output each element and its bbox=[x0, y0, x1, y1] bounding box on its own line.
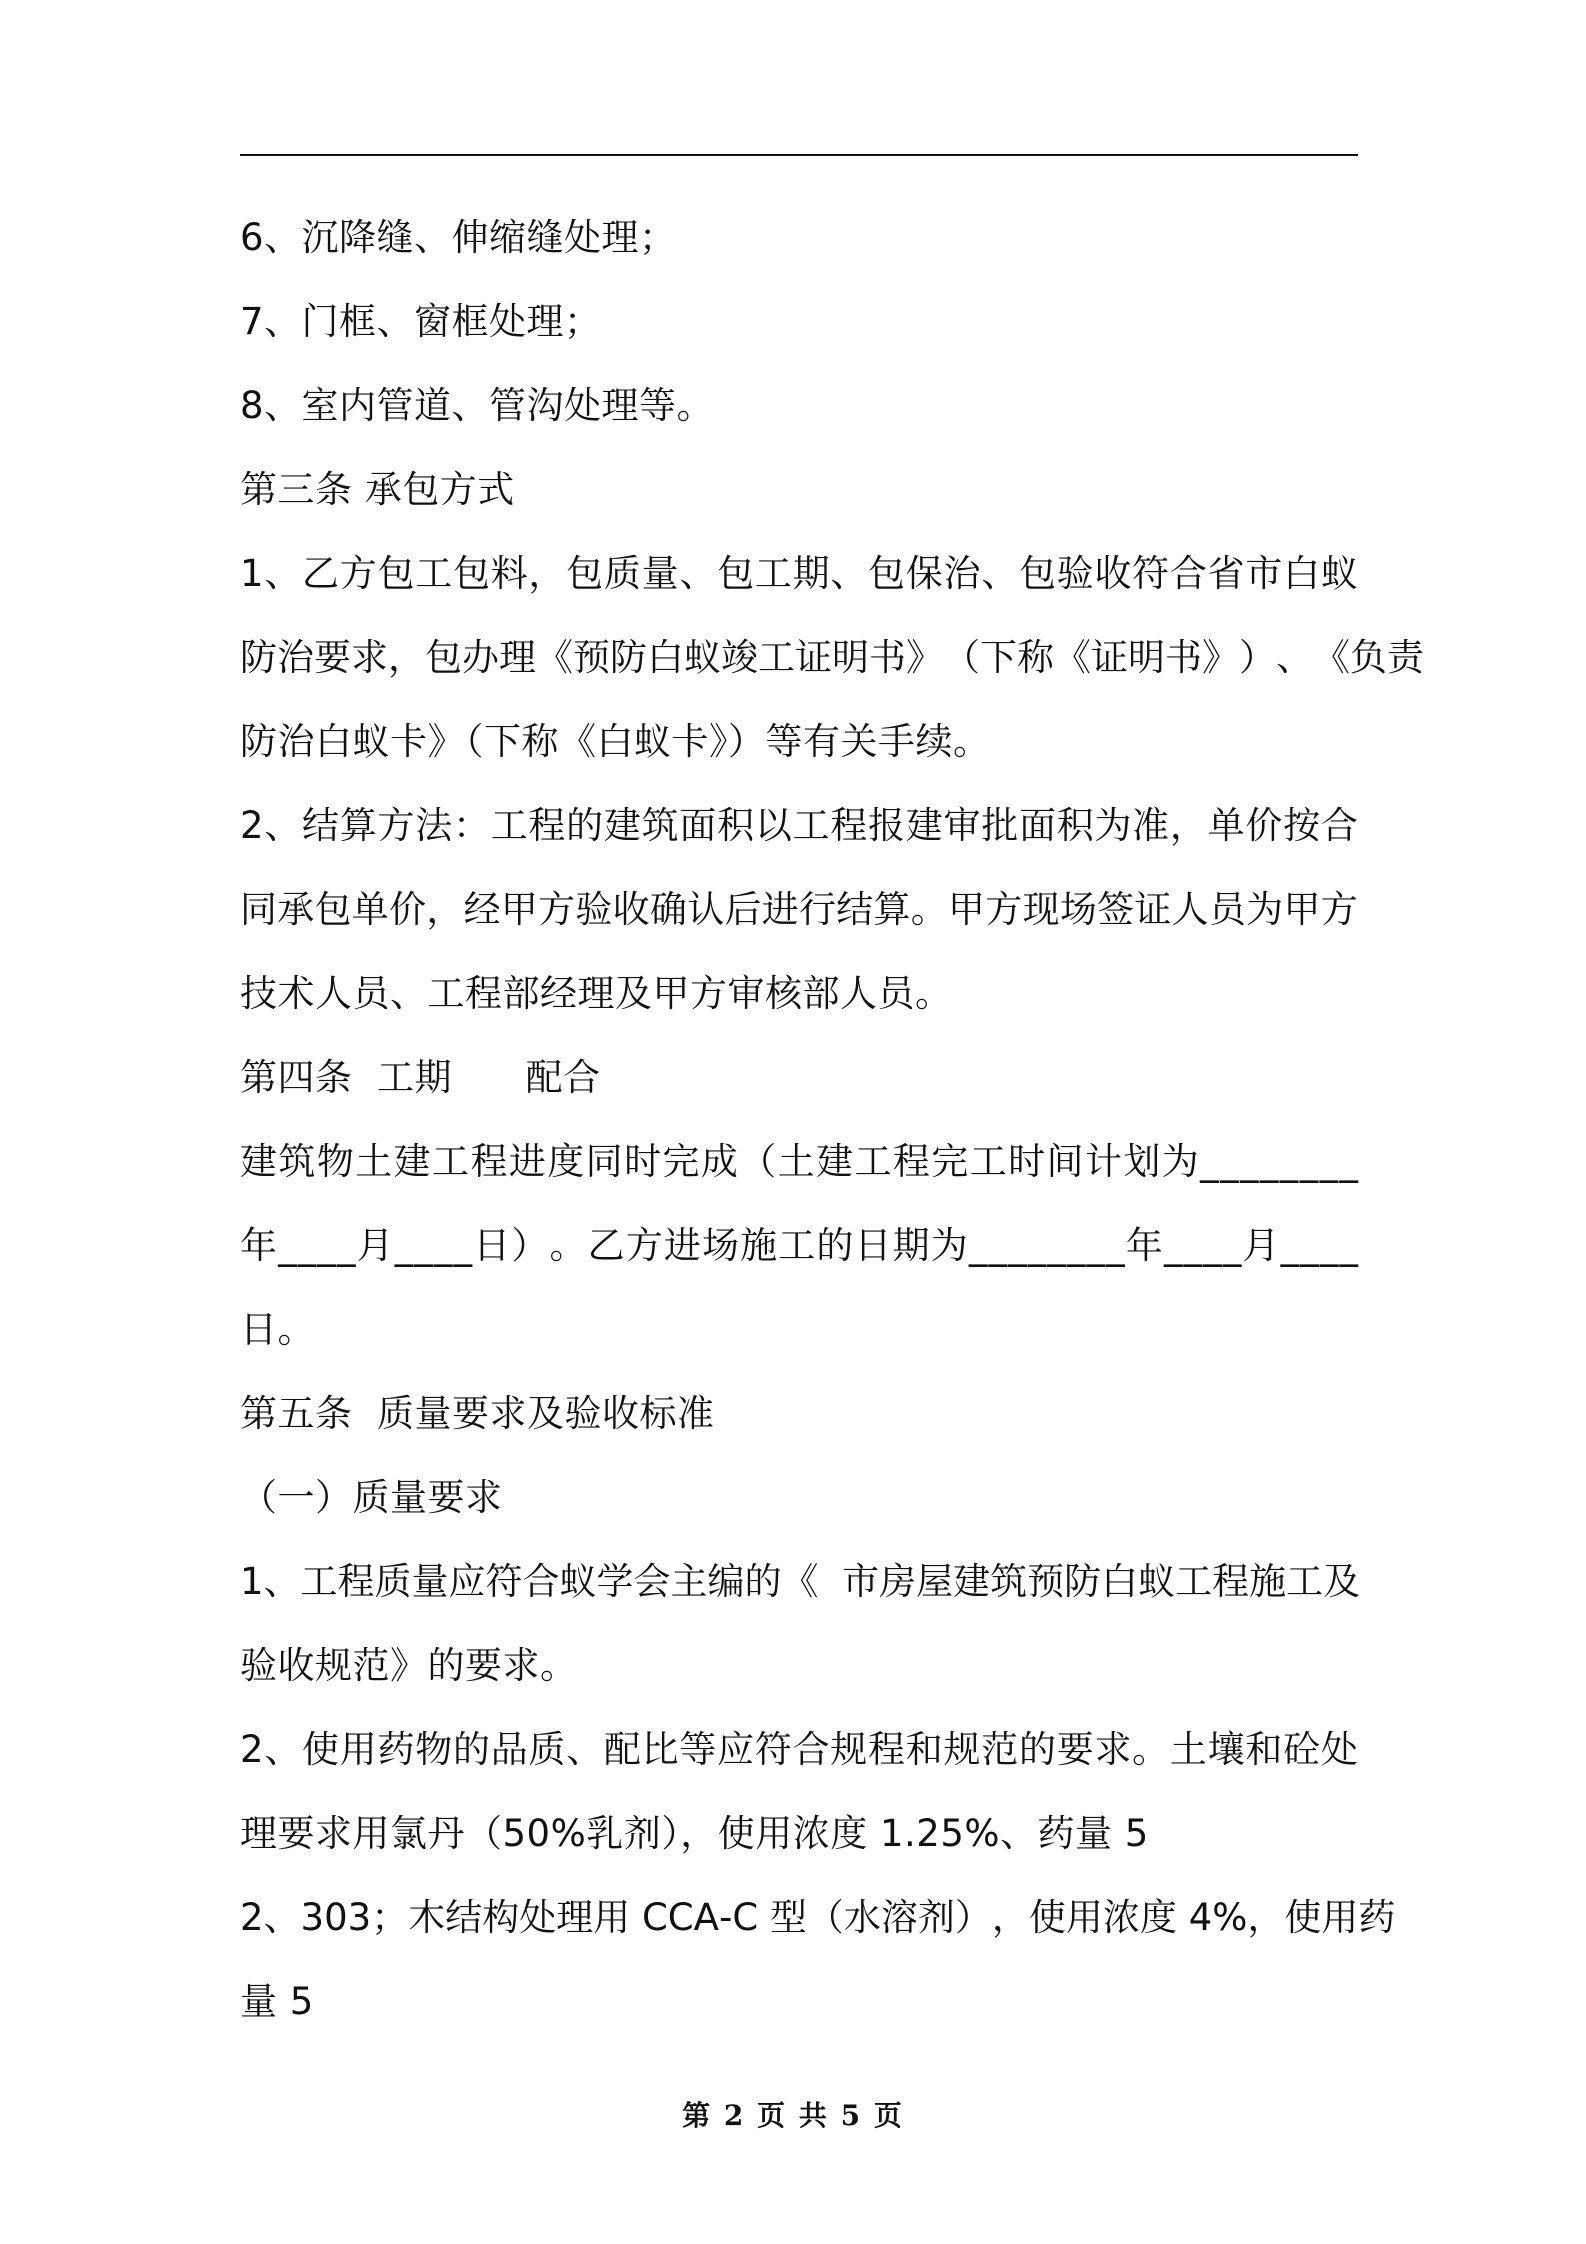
list-item-6: 6、沉降缝、伸缩缝处理； bbox=[240, 216, 677, 259]
paragraph-line: 量 5 bbox=[240, 1980, 314, 2023]
section-heading-5: 第五条 质量要求及验收标准 bbox=[240, 1392, 715, 1435]
paragraph-line: 防 治 要 求 ， 包 办 理 《 预 防 白 蚁 竣 工 证 明 书 》 （ 下 称 《 证 明 书 》 ） 、 《 负 责 bbox=[240, 636, 1424, 679]
paragraph-line: 验收规范》的要求。 bbox=[240, 1644, 578, 1687]
subsection-heading: （一）质量要求 bbox=[240, 1476, 503, 1519]
document-body bbox=[240, 196, 1424, 2044]
paragraph-line: 技术人员、工程部经理及甲方审核部人员。 bbox=[240, 972, 953, 1015]
section-heading-4: 第四条 工期 配合 bbox=[240, 1056, 601, 1099]
section-heading-3: 第三条 承包方式 bbox=[240, 468, 515, 511]
list-item-7: 7、门框、窗框处理； bbox=[240, 300, 602, 343]
header-rule bbox=[240, 154, 1358, 156]
paragraph-line: 理要求用氯丹（50%乳剂），使用浓度 1.25%、药量 5 bbox=[240, 1812, 1149, 1855]
paragraph-line: 1 、 工 程 质 量 应 符 合 蚁 学 会 主 编 的 《 市 房 屋 建 筑 预 防 白 蚁 工 程 施 工 及 bbox=[240, 1560, 1361, 1603]
paragraph-line: 同 承 包 单 价 ， 经 甲 方 验 收 确 认 后 进 行 结 算 。 甲 方 现 场 签 证 人 员 为 甲 方 bbox=[240, 888, 1358, 931]
paragraph-line: 1 、 乙 方 包 工 包 料 ， 包 质 量 、 包 工 期 、 包 保 治 、 包 验 收 符 合 省 市 白 蚁 bbox=[240, 552, 1358, 595]
paragraph-line: 年 _ _ _ _ 月 _ _ _ _ 日 ） 。 乙 方 进 场 施 工 的 日 期 为 _ _ _ _ _ _ _ _ 年 _ _ _ _ 月 _ _ _ _ bbox=[240, 1224, 1358, 1267]
paragraph-line: 2 、 结 算 方 法 ： 工 程 的 建 筑 面 积 以 工 程 报 建 审 批 面 积 为 准 ， 单 价 按 合 bbox=[240, 804, 1358, 847]
paragraph-line: 防治白蚁卡》（下称《白蚁卡》）等有关手续。 bbox=[240, 720, 991, 763]
page-number: 第 2 页 共 5 页 bbox=[682, 2099, 904, 2132]
paragraph-line: 2 、 使 用 药 物 的 品 质 、 配 比 等 应 符 合 规 程 和 规 范 的 要 求 。 土 壤 和 砼 处 bbox=[240, 1728, 1358, 1771]
paragraph-line: 建 筑 物 土 建 工 程 进 度 同 时 完 成 （ 土 建 工 程 完 工 时 间 计 划 为 _ _ _ _ _ _ _ _ bbox=[240, 1140, 1358, 1183]
paragraph-line: 2 、 3 0 3 ； 木 结 构 处 理 用 C C A - C 型 （ 水 溶 剂 ） ， 使 用 浓 度 4 % ， 使 用 药 bbox=[240, 1896, 1396, 1939]
paragraph-line: 日。 bbox=[240, 1308, 315, 1351]
list-item-8: 8、室内管道、管沟处理等。 bbox=[240, 384, 715, 427]
